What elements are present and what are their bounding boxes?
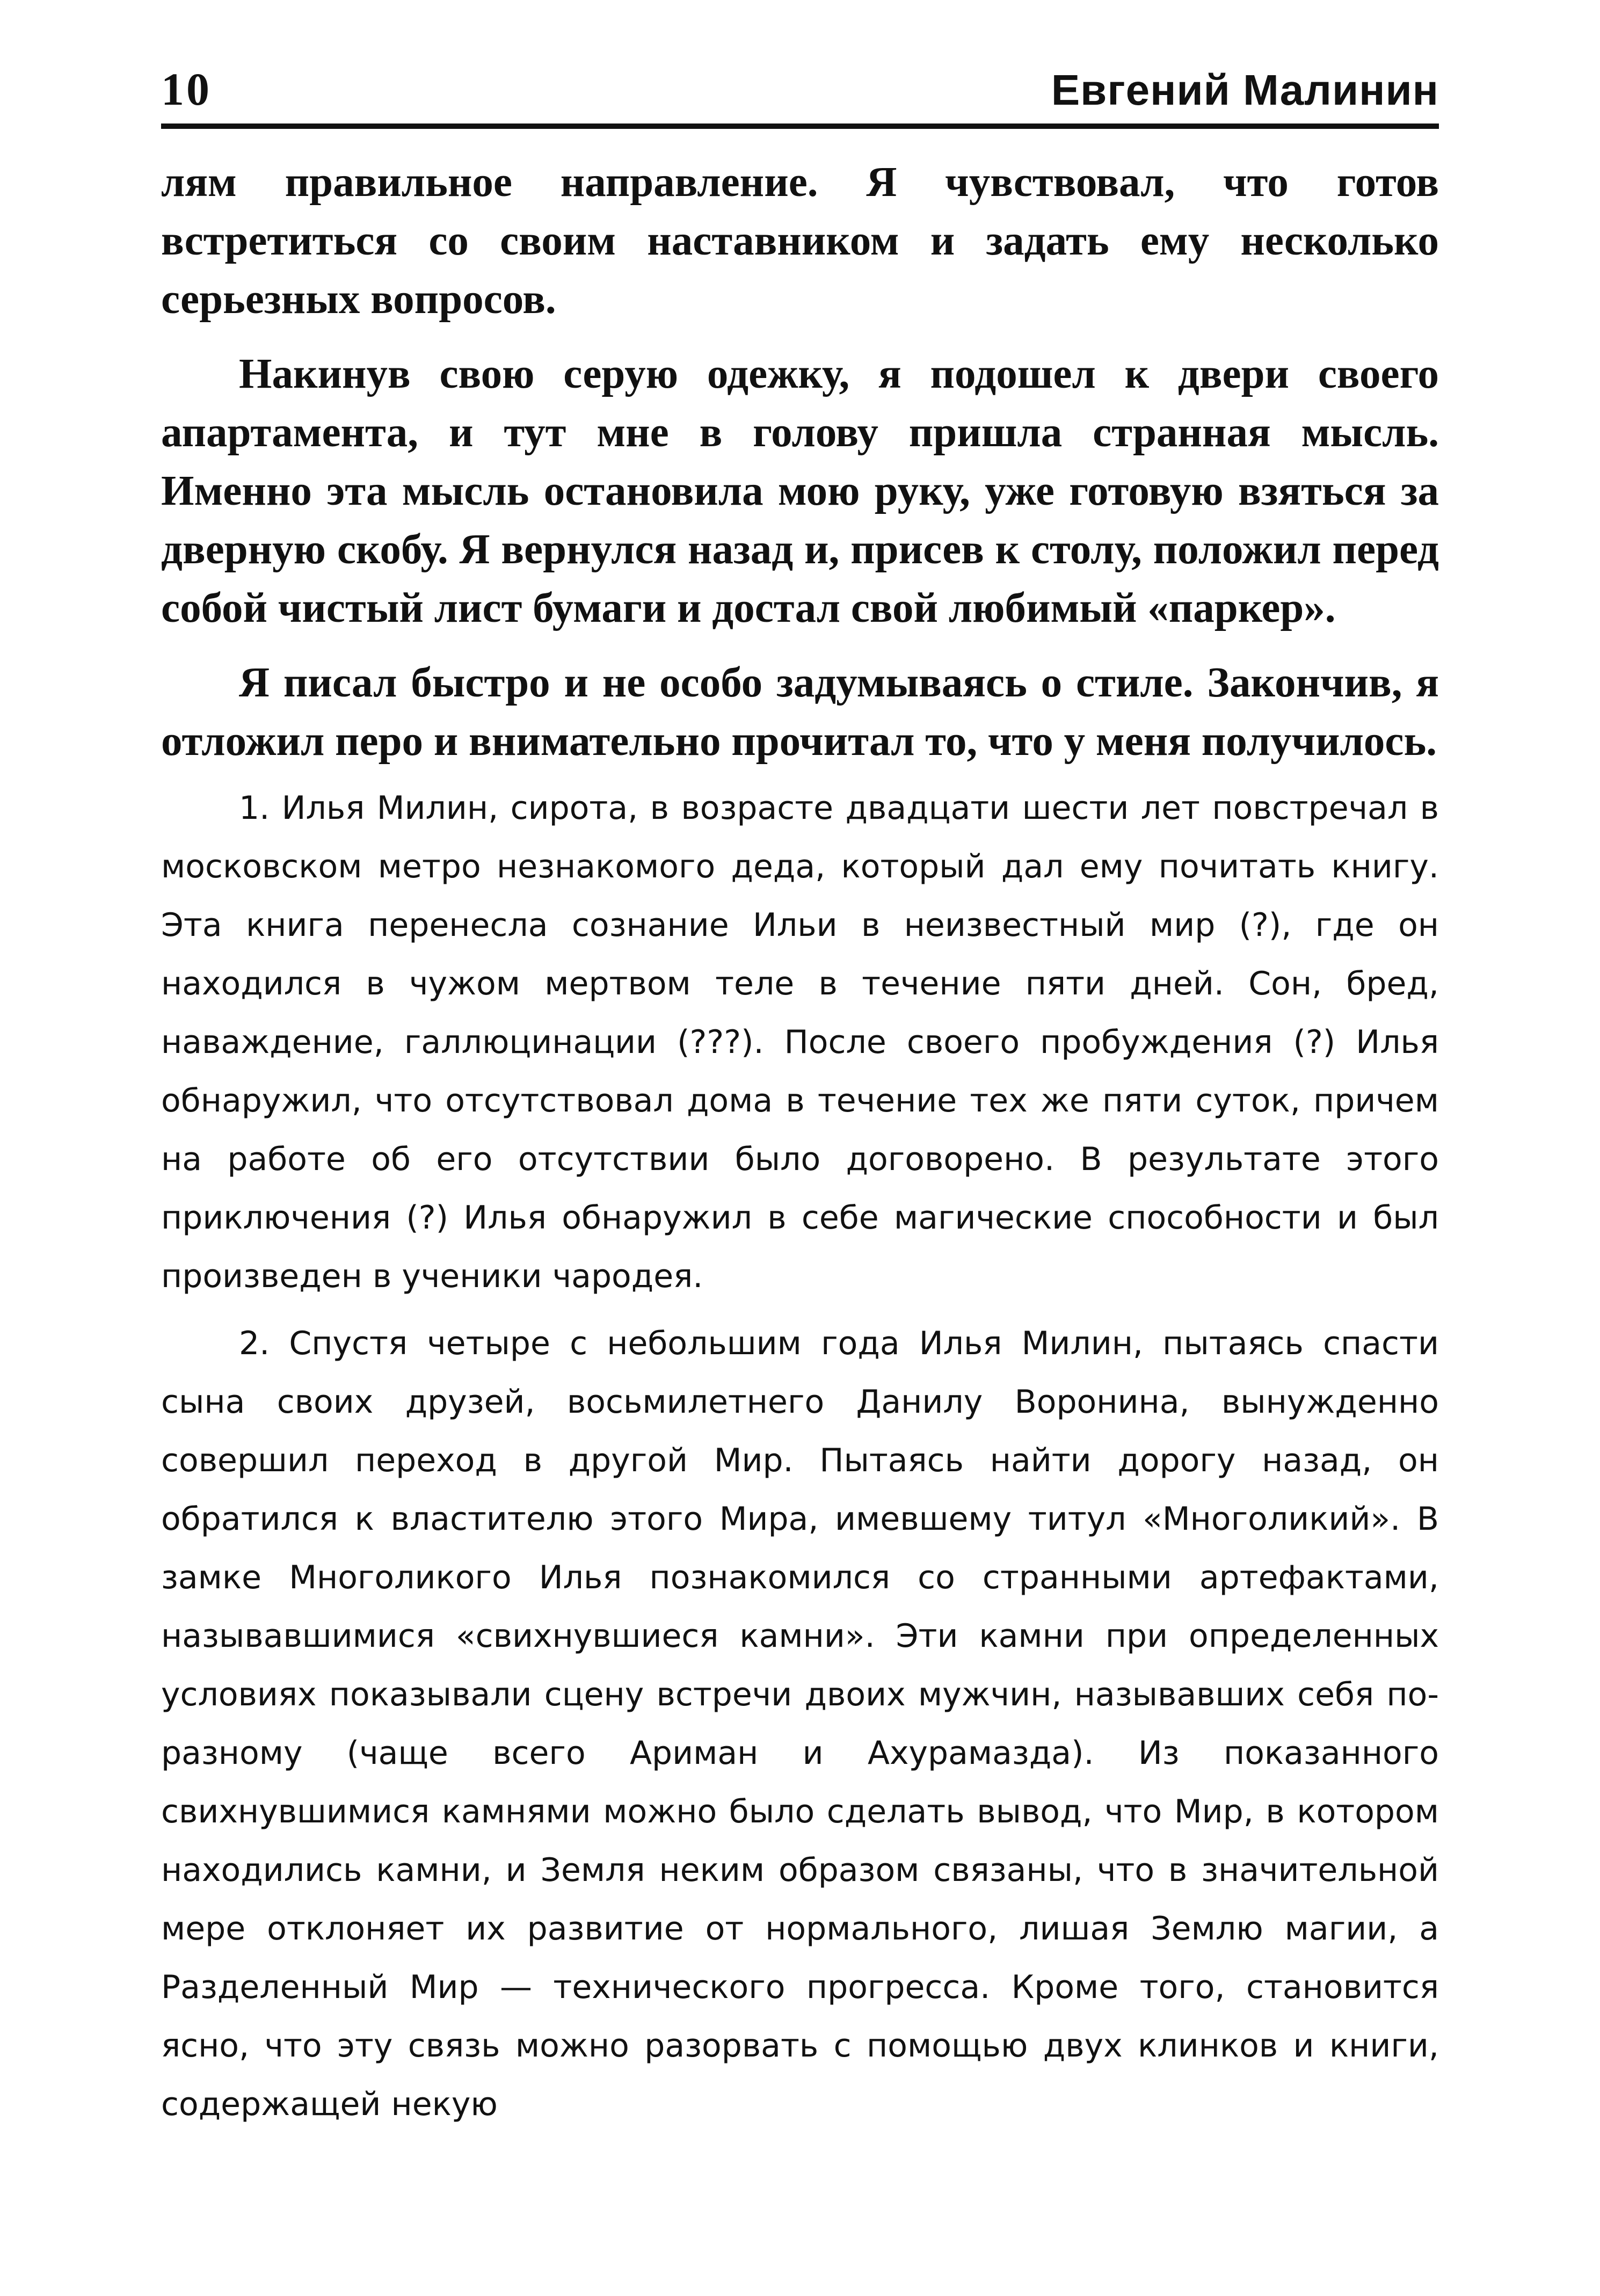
note-item: 1. Илья Милин, сирота, в возрасте двадцати шести лет повстречал в московском метро незнакомого деда, который дал ему почитать книгу. Эта книга перенесла сознание Ильи в неизвестный мир (?), где он находился в чужом мертвом теле в течение пяти дней. Сон, бред, наваждение, галлюцинации (???). После своего пробуждения (?) Илья обнаружил, что отсутствовал дома в течение тех же пяти суток, причем на работе об его отсутствии было договорено. В результате этого приключения (?) Илья обнаружил в себе магические способности и был произведен в ученики чародея.	[161, 789, 1439, 1295]
paragraph: Я писал быстро и не особо задумываясь о стиле. Закончив, я отложил перо и внимательно прочитал то, что у меня получилось.	[161, 659, 1439, 765]
page-header	[161, 52, 1439, 121]
running-title: Евгений Малинин	[1051, 66, 1439, 114]
header-rule	[161, 123, 1439, 129]
paragraph: лям правильное направление. Я чувствовал, что готов встретиться со своим наставником и задать ему несколько серьезных вопросов.	[161, 159, 1439, 323]
note-item: 2. Спустя четыре с небольшим года Илья Милин, пытаясь спасти сына своих друзей, восьмилетнего Данилу Воронина, вынужденно совершил переход в другой Мир. Пытаясь найти дорогу назад, он обратился к властителю этого Мира, имевшему титул «Многоликий». В замке Многоликого Илья познакомился со странными артефактами, называвшимися «свихнувшиеся камни». Эти камни при определенных условиях показывали сцену встречи двоих мужчин, называвших себя по-разному (чаще всего Ариман и Ахурамазда). Из показанного свихнувшимися камнями можно было сделать вывод, что Мир, в котором находились камни, и Земля неким образом связаны, что в значительной мере отклоняет их развитие от нормального, лишая Землю магии, а Разделенный Мир — технического прогресса. Кроме того, становится ясно, что эту связь можно разорвать с помощью двух клинков и книги, содержащей некую	[161, 1325, 1439, 2123]
body-text	[161, 153, 1439, 2134]
paragraph: Накинув свою серую одежку, я подошел к двери своего апартамента, и тут мне в голову пришла странная мысль. Именно эта мысль остановила мою руку, уже готовую взяться за дверную скобу. Я вернулся назад и, присев к столу, положил перед собой чистый лист бумаги и достал свой любимый «паркер».	[161, 351, 1439, 631]
handwritten-notes	[161, 779, 1439, 2134]
page-number: 10	[161, 63, 212, 115]
